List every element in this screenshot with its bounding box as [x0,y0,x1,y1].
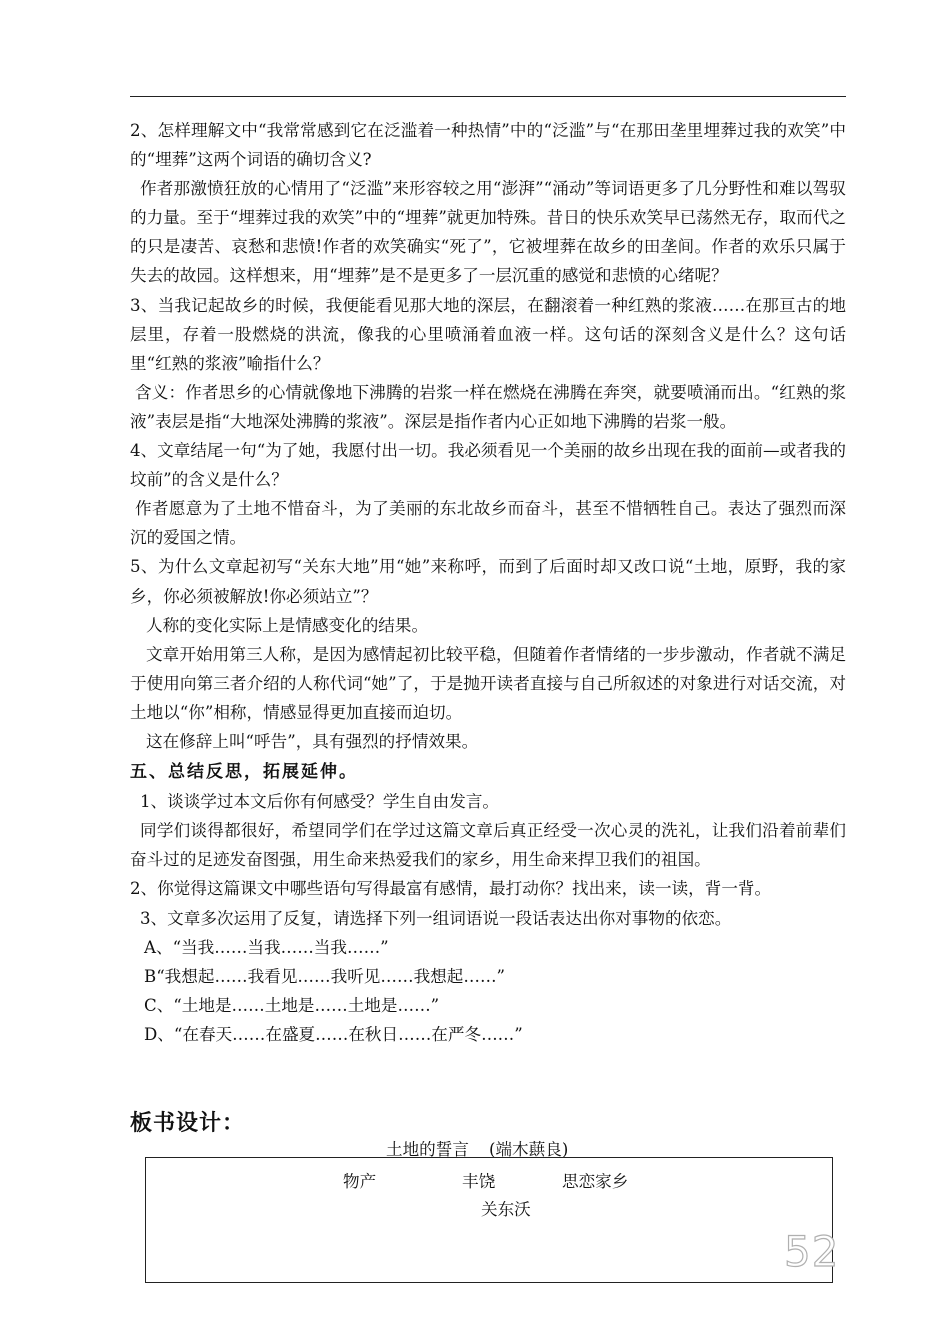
board-author: (端木蕻良) [488,1140,569,1159]
board-box [145,1157,833,1283]
answer-3: 含义：作者思乡的心情就像地下沸腾的岩浆一样在燃烧在沸腾在奔突，就要喷涌而出。“红熟的浆液”表层是指“大地深处沸腾的浆液”。深层是指作者内心正如地下沸腾的岩浆一般。 [130,382,846,431]
section-5-heading: 五、总结反思，拓展延伸。 [130,762,358,783]
answer-5-part-3: 这在修辞上叫“呼告”，具有强烈的抒情效果。 [146,731,479,751]
page-number: 52 [784,1227,840,1276]
option-a: A、“当我……当我……当我……” [144,937,389,957]
answer-2: 作者那激愤狂放的心情用了“泛滥”来形容较之用“澎湃”“涌动”等词语更多了几分野性和难以驾驭的力量。至于“埋葬过我的欢笑”中的“埋葬”就更加特殊。昔日的快乐欢笑早已荡然无存，取而代之的只是凄苦、哀愁和悲愤!作者的欢笑确实“死了”，它被埋葬在故乡的田垄间。作者的欢乐只属于失去的故园。这样想来，用“埋葬”是不是更多了一层沉重的感觉和悲愤的心绪呢？ [130,179,846,286]
section-5-item-2: 2、你觉得这篇课文中哪些语句写得最富有感情，最打动你？找出来，读一读，背一背。 [130,879,772,899]
section-5-item-3: 3、文章多次运用了反复，请选择下列一组词语说一段话表达出你对事物的依恋。 [140,908,732,928]
option-b: B“我想起……我看见……我听见……我想起……” [144,966,506,986]
board-row-2: 关东沃 [481,1200,531,1219]
header-rule [130,96,846,97]
board-word-fengrao: 丰饶 [462,1172,496,1191]
option-c: C、“土地是……土地是……土地是……” [144,995,440,1015]
board-word-silian: 思恋家乡 [562,1172,629,1191]
question-4: 4、文章结尾一句“为了她，我愿付出一切。我必须看见一个美丽的故乡出现在我的面前—或者我的坟前”的含义是什么？ [130,441,846,490]
board-design-heading: 板书设计： [130,1111,246,1136]
answer-4: 作者愿意为了土地不惜奋斗，为了美丽的东北故乡而奋斗，甚至不惜牺牲自己。表达了强烈而深沉的爱国之情。 [130,499,846,548]
section-5-item-1: 1、谈谈学过本文后你有何感受？学生自由发言。 [140,792,500,812]
board-word-wuchan: 物产 [343,1172,377,1191]
option-d: D、“在春天……在盛夏……在秋日……在严冬……” [144,1024,523,1044]
section-5-item-1-text: 同学们谈得都很好，希望同学们在学过这篇文章后真正经受一次心灵的洗礼，让我们沿着前辈们奋斗过的足迹发奋图强，用生命来热爱我们的家乡，用生命来捍卫我们的祖国。 [130,821,846,870]
document-body [130,116,846,1049]
question-5: 5、为什么文章起初写“关东大地”用“她”来称呼，而到了后面时却又改口说“土地，原野，我的家乡，你必须被解放!你必须站立”？ [130,557,846,606]
answer-5-part-2: 文章开始用第三人称，是因为感情起初比较平稳，但随着作者情绪的一步步激动，作者就不满足于使用向第三者介绍的人称代词“她”了，于是抛开读者直接与自己所叙述的对象进行对话交流，对土地以“你”相称，情感显得更加直接而迫切。 [130,644,846,722]
answer-5-part-1: 人称的变化实际上是情感变化的结果。 [146,615,429,635]
question-3: 3、当我记起故乡的时候，我便能看见那大地的深层，在翻滚着一种红熟的浆液……在那亘古的地层里，存着一股燃烧的洪流，像我的心里喷涌着血液一样。这句话的深刻含义是什么？这句话里“红熟的浆液”喻指什么？ [130,295,846,373]
question-2: 2、怎样理解文中“我常常感到它在泛滥着一种热情”中的“泛滥”与“在那田垄里埋葬过我的欢笑”中的“埋葬”这两个词语的确切含义? [130,121,846,170]
board-title-text: 土地的誓言 [386,1140,469,1159]
